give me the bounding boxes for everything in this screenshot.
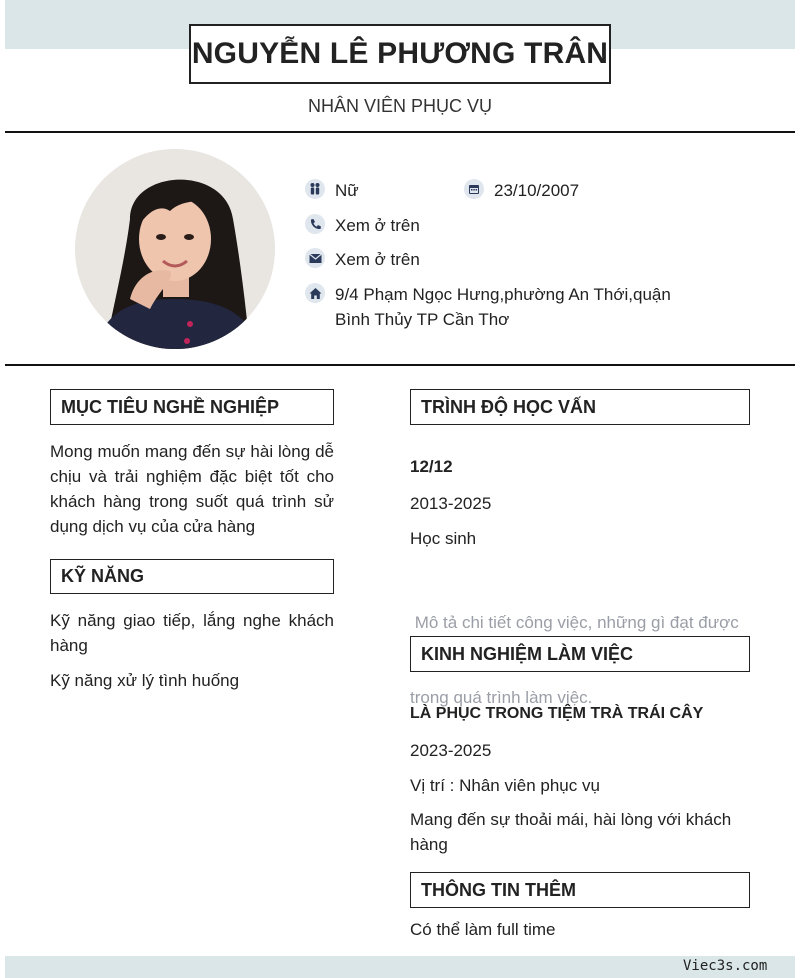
education-desc-line: Mô tả chi tiết công việc, những gì đạt được (410, 613, 739, 632)
gender-value: Nữ (335, 181, 359, 200)
email-icon (305, 248, 325, 268)
objective-line: chịu và trải nghiệm đặc biệt tốt cho (50, 467, 334, 486)
divider-top (5, 131, 795, 133)
skill-item: Kỹ năng xử lý tình huống (50, 671, 240, 690)
address-line-2: Bình Thủy TP Cần Thơ (335, 310, 510, 329)
candidate-name: NGUYỄN LÊ PHƯƠNG TRÂN (191, 37, 609, 70)
divider-bottom (5, 364, 795, 366)
experience-position: Vị trí : Nhân viên phục vụ (410, 776, 600, 795)
home-icon (305, 283, 325, 303)
bottom-band (5, 956, 795, 978)
name-box (189, 24, 611, 84)
education-grade: 12/12 (410, 457, 453, 476)
experience-period: 2023-2025 (410, 741, 492, 760)
education-period: 2013-2025 (410, 494, 492, 513)
skill-line: hàng (50, 636, 88, 655)
objective-line: dụng dịch vụ của cửa hàng (50, 517, 256, 536)
objective-line: khách hàng trong suốt quá trình sử (50, 492, 334, 511)
gender-icon (305, 179, 325, 199)
objective-text (50, 439, 334, 539)
portrait-illustration (75, 149, 275, 349)
birthdate-value: 23/10/2007 (494, 181, 580, 200)
phone-value: Xem ở trên (335, 216, 420, 235)
education-desc-line: trong quá trình làm việc. (410, 688, 593, 707)
phone-icon (305, 214, 325, 234)
extra-text: Có thể làm full time (410, 920, 556, 939)
footer-brand: Viec3s.com (683, 958, 768, 974)
section-objective-heading: MỤC TIÊU NGHỀ NGHIỆP (50, 389, 334, 425)
experience-desc-line: Mang đến sự thoải mái, hài lòng với khách (410, 810, 732, 829)
objective-line: Mong muốn mang đến sự hài lòng dễ (50, 442, 334, 461)
email-value: Xem ở trên (335, 250, 420, 269)
address-line-1: 9/4 Phạm Ngọc Hưng,phường An Thới,quận (335, 285, 671, 304)
experience-title: LÀ PHỤC TRONG TIỆM TRÀ TRÁI CÂY (410, 705, 704, 722)
skill-item (50, 608, 334, 658)
section-experience-heading: KINH NGHIỆM LÀM VIỆC (410, 636, 750, 672)
job-title: NHÂN VIÊN PHỤC VỤ (307, 96, 493, 116)
experience-desc-line: hàng (410, 835, 448, 854)
section-education-heading: TRÌNH ĐỘ HỌC VẤN (410, 389, 750, 425)
skill-line: Kỹ năng giao tiếp, lắng nghe khách (50, 611, 334, 630)
education-role: Học sinh (410, 529, 477, 548)
section-extra-heading: THÔNG TIN THÊM (410, 872, 750, 908)
experience-description (410, 807, 750, 857)
profile-photo (75, 149, 275, 349)
section-skills-heading: KỸ NĂNG (50, 559, 334, 594)
calendar-icon (464, 179, 484, 199)
